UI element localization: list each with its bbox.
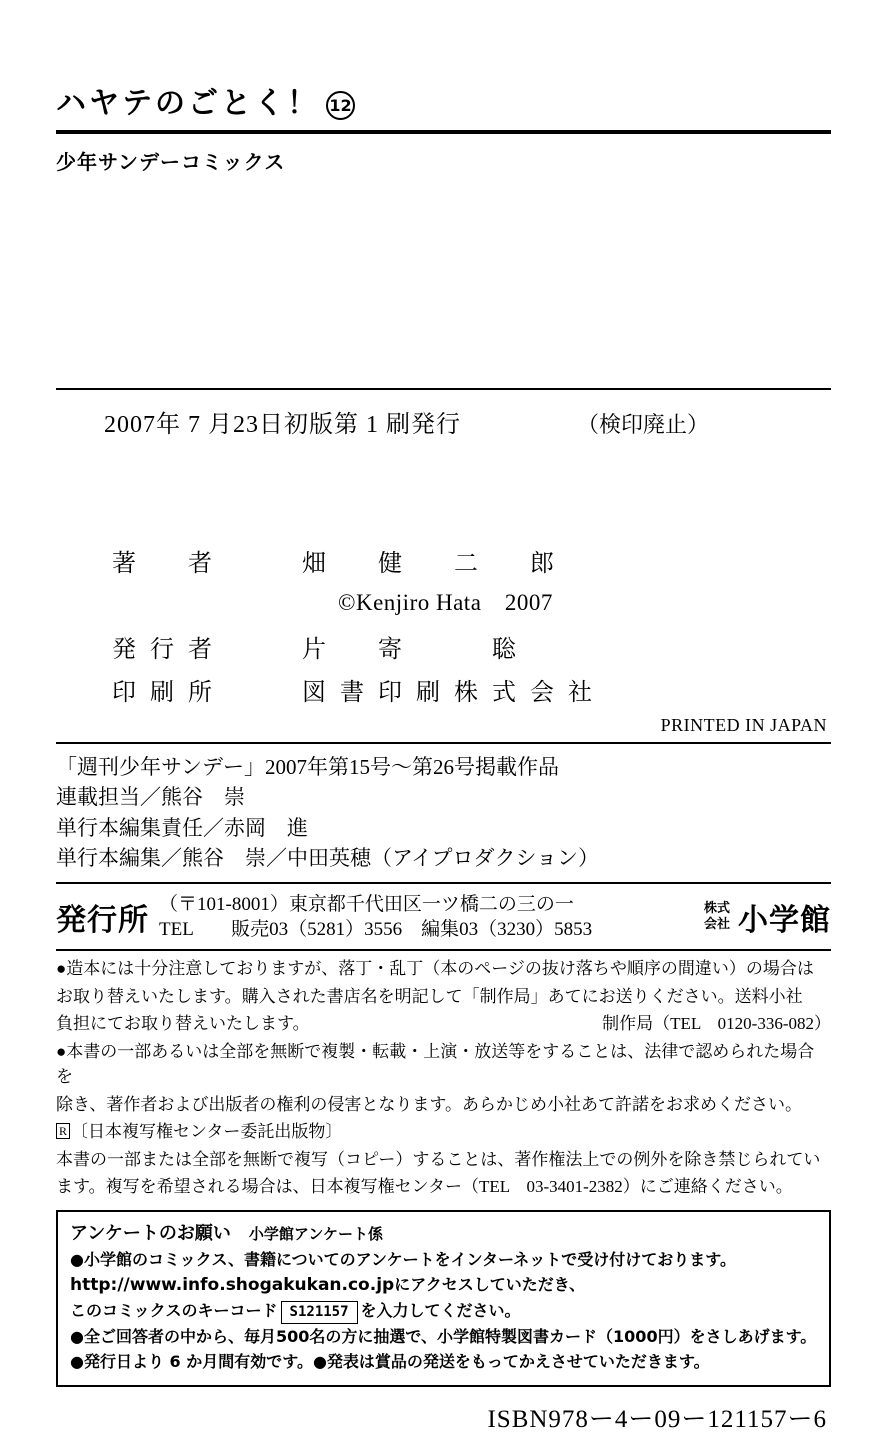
title-rule (56, 130, 831, 134)
survey-department: 小学館アンケート係 (248, 1224, 384, 1243)
credit-row (56, 629, 831, 664)
publisher-rule-bottom (56, 949, 831, 951)
publication-rule (56, 388, 831, 390)
survey-url[interactable]: http://www.info.shogakukan.co.jp (70, 1274, 395, 1295)
publisher-address-line2: TEL 販売03（5281）3556 編集03（3230）5853 (159, 919, 593, 941)
credit-row (56, 672, 831, 707)
credit-value: 片 寄 聡 (302, 637, 530, 663)
reprographic-line (56, 1119, 831, 1145)
credit-label: 印刷所 (112, 680, 226, 706)
publisher-address (159, 892, 704, 943)
title-row (56, 0, 831, 122)
credit-value: 図書印刷株式会社 (302, 680, 606, 706)
isbn: ISBN978ー4ー09ー121157ー6 (487, 1406, 827, 1434)
credit-label: 発行者 (112, 637, 226, 663)
printed-in-japan: PRINTED IN JAPAN (660, 715, 827, 735)
notice-line: ます。複写を希望される場合は、日本複写権センター（TEL 03-3401-2382）にご連絡ください。 (56, 1177, 793, 1197)
survey-heading: アンケートのお願い (70, 1222, 231, 1244)
book-title: ハヤテのごとく！ (56, 86, 320, 121)
volume-badge: 12 (326, 91, 355, 120)
notice-line: ●造本には十分注意しておりますが、落丁・乱丁（本のページの抜け落ちや順序の間違い）の場合は (56, 959, 814, 979)
serial-info (56, 752, 831, 874)
keycode-suffix: を入力してください。 (360, 1301, 521, 1321)
credit-value: 畑 健 二 郎 (302, 551, 568, 577)
credit-label: 著 者 (112, 551, 226, 577)
publication-note: （検印廃止） (577, 412, 710, 437)
survey-line-4: ●全ご回答者の中から、毎月500名の方に抽選で、小学館特製図書カード（1000円）をさしあげます。 (70, 1327, 817, 1347)
copyright-line: ©Kenjiro Hata 2007 (338, 590, 553, 615)
company-type (704, 901, 730, 934)
company-type-line1: 株式 (703, 901, 730, 917)
survey-url-line (70, 1273, 817, 1299)
survey-heading-row (70, 1220, 817, 1247)
company-type-line2: 会社 (703, 917, 730, 933)
serial-line: 連載担当／熊谷 崇 (56, 785, 245, 810)
publisher-row (56, 892, 831, 943)
notice-line: 〔日本複写権センター委託出版物〕 (71, 1122, 343, 1142)
survey-keycode-line (70, 1299, 817, 1324)
publisher-label: 発行所 (56, 903, 149, 939)
production-dept-contact: 制作局（TEL 0120-336-082） (602, 1014, 831, 1034)
imprint-label: 少年サンデーコミックス (56, 150, 286, 174)
publisher-rule-top (56, 882, 831, 884)
notice-line: 負担にてお取り替えいたします。 (56, 1014, 310, 1034)
publication-row (56, 404, 831, 439)
credits-block (56, 543, 831, 736)
notice-line: 本書の一部または全部を無断で複写（コピー）することは、著作権法上での例外を除き禁じられてい (56, 1149, 821, 1169)
survey-box (56, 1210, 831, 1388)
survey-line-5: ●発行日より 6 か月間有効です。●発表は賞品の発送をもってかえさせていただきます。 (70, 1352, 710, 1372)
notice-line: ●本書の一部あるいは全部を無断で複製・転載・上演・放送等をすることは、法律で認められた場合を (56, 1041, 815, 1087)
legal-notices (56, 956, 831, 1200)
publication-date: 2007年 7 月23日初版第 1 刷発行 (104, 412, 461, 438)
keycode-value: S121157 (281, 1301, 358, 1324)
keycode-prefix: このコミックスのキーコード (70, 1301, 278, 1321)
credit-row (56, 543, 831, 578)
survey-line-1: ●小学館のコミックス、書籍についてのアンケートをインターネットで受け付けております。 (70, 1249, 736, 1269)
survey-url-suffix: にアクセスしていただき、 (394, 1274, 586, 1294)
serial-line: 単行本編集責任／赤岡 進 (56, 815, 308, 840)
r-mark-icon: R (56, 1123, 70, 1139)
publisher-name: 小学館 (738, 903, 831, 939)
notice-line-with-contact (56, 1011, 831, 1037)
serial-line: 単行本編集／熊谷 崇／中田英穂（アイプロダクション） (56, 846, 600, 871)
notice-line: 除き、著作者および出版者の権利の侵害となります。あらかじめ小社あて許諾をお求めください。 (56, 1094, 802, 1114)
serial-rule (56, 742, 831, 744)
notice-line: お取り替えいたします。購入された書店名を明記して「制作局」あてにお送りください。送料小社 (56, 986, 803, 1006)
serial-line: 「週刊少年サンデー」2007年第15号〜第26号掲載作品 (56, 755, 559, 779)
publisher-address-line1: （〒101-8001）東京都千代田区一ツ橋二の三の一 (159, 893, 574, 915)
